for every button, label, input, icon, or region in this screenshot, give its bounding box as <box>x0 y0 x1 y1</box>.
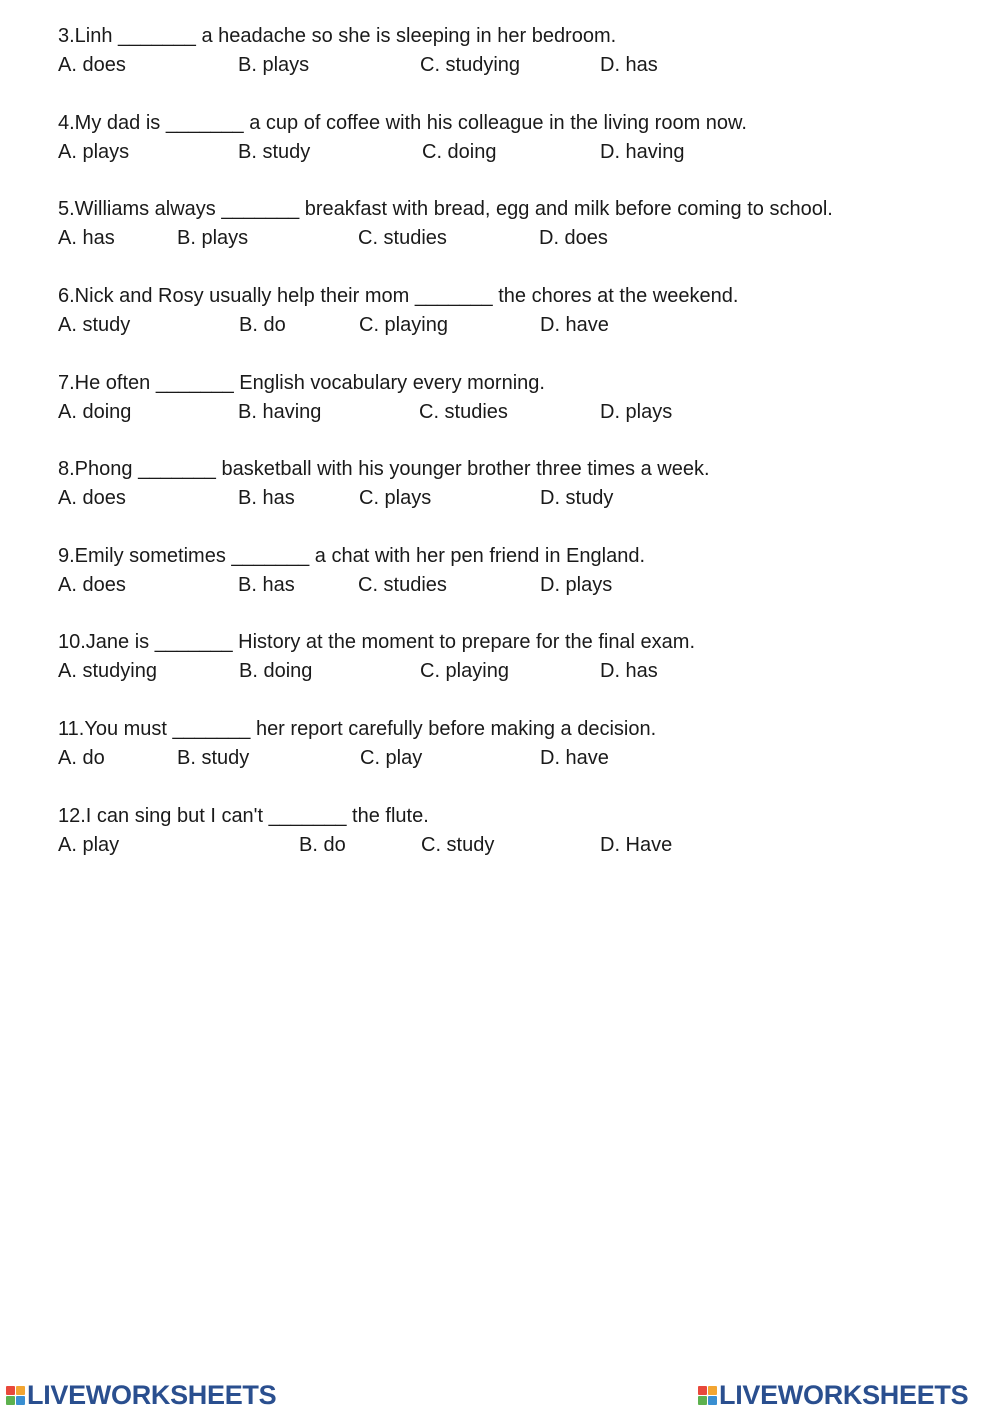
question-5 <box>58 197 978 257</box>
option-c[interactable]: C. studies <box>358 574 447 596</box>
option-d[interactable]: D. study <box>540 487 614 509</box>
question-text: 9.Emily sometimes _______ a chat with her pen friend in England. <box>58 545 646 567</box>
option-a[interactable]: A. does <box>58 54 126 76</box>
option-b[interactable]: B. plays <box>238 54 310 76</box>
question-11 <box>58 717 978 777</box>
option-b[interactable]: B. doing <box>239 660 313 682</box>
question-4 <box>58 111 978 171</box>
option-a[interactable]: A. plays <box>58 141 130 163</box>
option-b[interactable]: B. having <box>238 401 322 423</box>
option-d[interactable]: D. plays <box>540 574 613 596</box>
brand-name: LIVEWORKSHEETS <box>719 1379 969 1410</box>
option-d[interactable]: D. has <box>600 660 658 682</box>
question-text: 11.You must _______ her report carefully before making a decision. <box>58 718 657 740</box>
option-c[interactable]: C. studying <box>420 54 521 76</box>
logo-tile-blue <box>16 1396 25 1405</box>
option-b[interactable]: B. do <box>299 834 346 856</box>
logo-tile-green <box>698 1396 707 1405</box>
question-text: 6.Nick and Rosy usually help their mom _______ the chores at the weekend. <box>58 285 739 307</box>
option-c[interactable]: C. playing <box>420 660 509 682</box>
option-c[interactable]: C. studies <box>358 227 447 249</box>
liveworksheets-logo-left <box>6 1378 276 1412</box>
option-c[interactable]: C. playing <box>359 314 448 336</box>
question-7 <box>58 371 978 431</box>
option-c[interactable]: C. study <box>421 834 495 856</box>
option-d[interactable]: D. having <box>600 141 685 163</box>
question-3 <box>58 24 978 84</box>
option-d[interactable]: D. does <box>539 227 608 249</box>
question-text: 10.Jane is _______ History at the moment to prepare for the final exam. <box>58 631 696 653</box>
logo-tile-red <box>6 1386 15 1395</box>
option-d[interactable]: D. have <box>540 314 609 336</box>
option-d[interactable]: D. have <box>540 747 609 769</box>
question-8 <box>58 457 978 517</box>
liveworksheets-logo-icon <box>698 1386 717 1405</box>
liveworksheets-logo-right <box>698 1378 968 1412</box>
option-a[interactable]: A. does <box>58 574 126 596</box>
question-10 <box>58 630 978 690</box>
option-a[interactable]: A. doing <box>58 401 132 423</box>
logo-tile-red <box>698 1386 707 1395</box>
option-b[interactable]: B. do <box>239 314 286 336</box>
option-c[interactable]: C. play <box>360 747 423 769</box>
option-d[interactable]: D. plays <box>600 401 673 423</box>
option-d[interactable]: D. has <box>600 54 658 76</box>
option-a[interactable]: A. does <box>58 487 126 509</box>
option-d[interactable]: D. Have <box>600 834 673 856</box>
option-a[interactable]: A. do <box>58 747 105 769</box>
option-a[interactable]: A. study <box>58 314 131 336</box>
logo-tile-green <box>6 1396 15 1405</box>
question-6 <box>58 284 978 344</box>
logo-tile-orange <box>708 1386 717 1395</box>
question-9 <box>58 544 978 604</box>
option-a[interactable]: A. has <box>58 227 115 249</box>
option-b[interactable]: B. has <box>238 487 295 509</box>
question-text: 7.He often _______ English vocabulary every morning. <box>58 372 545 394</box>
liveworksheets-logo-icon <box>6 1386 25 1405</box>
question-12 <box>58 804 978 864</box>
question-text: 5.Williams always _______ breakfast with bread, egg and milk before coming to school. <box>58 198 833 220</box>
question-text: 12.I can sing but I can't _______ the flute. <box>58 805 429 827</box>
question-text: 4.My dad is _______ a cup of coffee with his colleague in the living room now. <box>58 112 747 134</box>
option-a[interactable]: A. play <box>58 834 120 856</box>
question-text: 8.Phong _______ basketball with his younger brother three times a week. <box>58 458 710 480</box>
option-b[interactable]: B. plays <box>177 227 249 249</box>
option-c[interactable]: C. doing <box>422 141 497 163</box>
logo-tile-blue <box>708 1396 717 1405</box>
option-c[interactable]: C. studies <box>419 401 508 423</box>
option-c[interactable]: C. plays <box>359 487 432 509</box>
option-b[interactable]: B. has <box>238 574 295 596</box>
question-text: 3.Linh _______ a headache so she is sleeping in her bedroom. <box>58 25 617 47</box>
option-b[interactable]: B. study <box>177 747 250 769</box>
brand-name: LIVEWORKSHEETS <box>27 1379 277 1410</box>
logo-tile-orange <box>16 1386 25 1395</box>
option-b[interactable]: B. study <box>238 141 311 163</box>
option-a[interactable]: A. studying <box>58 660 157 682</box>
